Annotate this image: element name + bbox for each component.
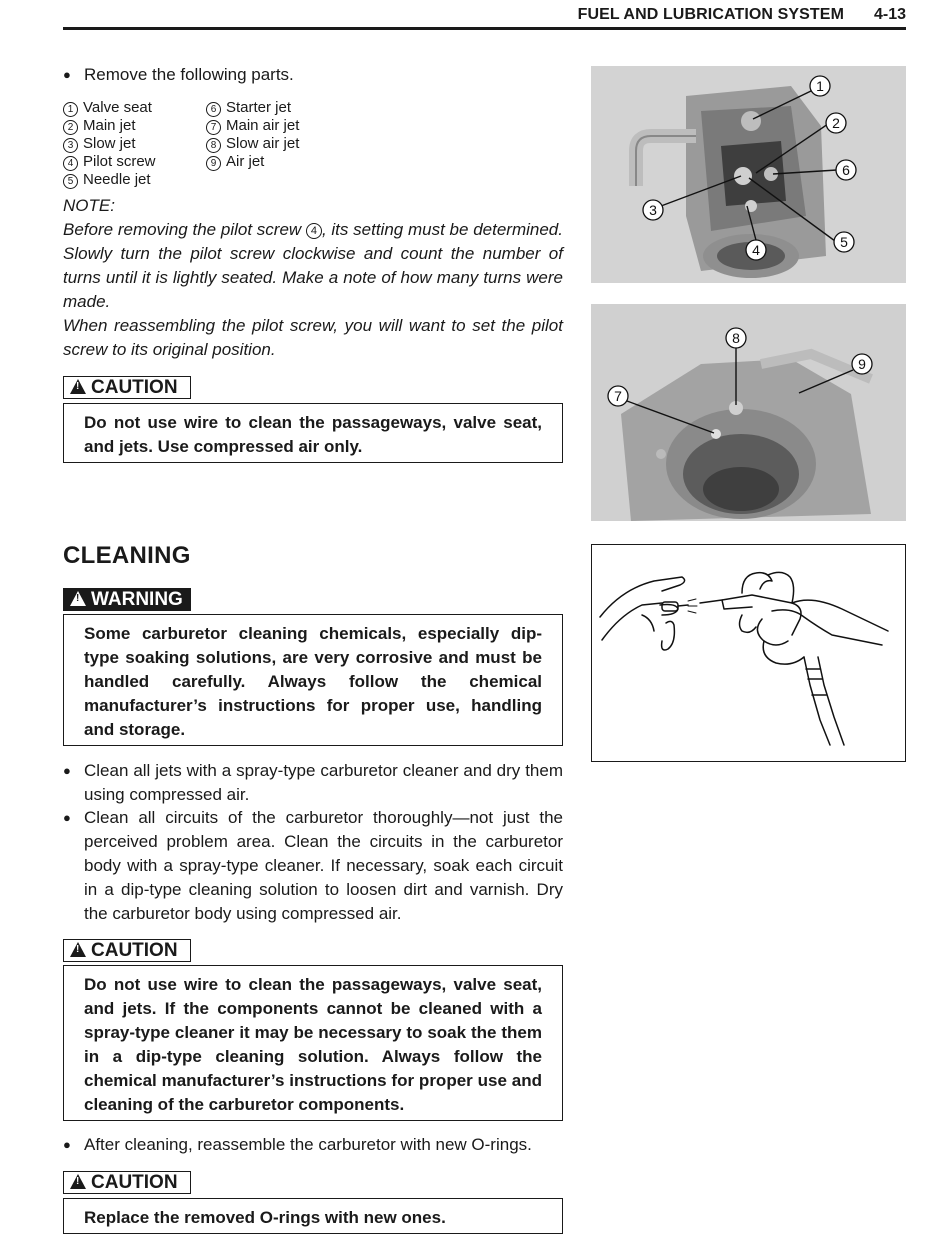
part-item: [63, 153, 205, 171]
warning-triangle-icon: [70, 379, 86, 394]
caution-label-2: [63, 939, 191, 962]
remove-parts-bullet: ● Remove the following parts.: [63, 63, 563, 87]
part-number: 4: [63, 156, 78, 171]
callout-label: 1: [816, 78, 824, 94]
note-block: [63, 194, 563, 362]
warning-triangle-icon: [70, 591, 86, 606]
photo1-callouts: [591, 66, 906, 283]
part-label: Needle jet: [83, 171, 151, 188]
caution-label-text: CAUTION: [91, 940, 178, 961]
part-label: Air jet: [226, 153, 265, 170]
part-label: Slow air jet: [226, 135, 300, 152]
photo2-callouts: [591, 304, 906, 521]
part-item: [206, 99, 386, 117]
caution-label-1: [63, 376, 191, 399]
parts-column-2: [206, 99, 386, 171]
warning-triangle-icon: [70, 1174, 86, 1189]
part-item: [63, 117, 205, 135]
warning-triangle-icon: [70, 942, 86, 957]
part-item: [206, 153, 386, 171]
warning-label: [63, 588, 191, 611]
note-p1-after: , its setting must be determined. Slowly turn the pilot screw clockwise and count the number of turns until it is lightly seated. Make a note of how many turns were made.: [63, 220, 563, 311]
part-number: 6: [206, 102, 221, 117]
part-number: 7: [206, 120, 221, 135]
spray-cleaning-drawing: [591, 544, 906, 762]
warning-box: Some carburetor cleaning chemicals, especially dip-type soaking solutions, are very corrosive and must be handled carefully. Always follow the chemical manufacturer’s instructions for proper use, handling and storage.: [63, 614, 563, 746]
caution-label-text: CAUTION: [91, 1172, 178, 1193]
part-number: 2: [63, 120, 78, 135]
warning-label-text: WARNING: [91, 589, 183, 610]
hands-spray-gun-illustration: [592, 545, 905, 761]
parts-column-1: [63, 99, 205, 189]
callout-label: 6: [842, 162, 850, 178]
section-title: FUEL AND LUBRICATION SYSTEM: [577, 6, 844, 23]
part-number: 5: [63, 174, 78, 189]
part-label: Main air jet: [226, 117, 300, 134]
page-number: 4-13: [873, 6, 906, 23]
callout-label: 8: [732, 330, 740, 346]
part-label: Main jet: [83, 117, 136, 134]
note-heading: NOTE:: [63, 196, 115, 215]
cleaning-heading: CLEANING: [63, 542, 191, 569]
callout-label: 2: [832, 115, 840, 131]
carburetor-top-photo: [591, 66, 906, 283]
part-label: Slow jet: [83, 135, 136, 152]
note-p1-before: Before removing the pilot screw: [63, 220, 306, 239]
page-header: [63, 0, 906, 30]
part-number: 1: [63, 102, 78, 117]
note-paragraph-2: When reassembling the pilot screw, you will want to set the pilot screw to its original position.: [63, 316, 563, 359]
caution-box-2: Do not use wire to clean the passageways, valve seat, and jets. If the components cannot be cleaned with a spray-type cleaner it may be necessary to soak the them in a dip-type cleaning solution. Always follow the chemical manufacturer’s instructions for proper use and cleaning of the carburetor components.: [63, 965, 563, 1121]
reassemble-bullet: ● After cleaning, reassemble the carburetor with new O-rings.: [63, 1133, 563, 1157]
part-item: [63, 99, 205, 117]
callout-label: 5: [840, 234, 848, 250]
part-label: Pilot screw: [83, 153, 156, 170]
part-item: [206, 135, 386, 153]
part-item: [63, 135, 205, 153]
callout-label: 4: [752, 242, 760, 258]
note-part-number: 4: [306, 223, 322, 239]
caution-label-3: [63, 1171, 191, 1194]
note-paragraph-1: [63, 218, 563, 314]
part-label: Valve seat: [83, 99, 152, 116]
part-item: [206, 117, 386, 135]
callout-label: 7: [614, 388, 622, 404]
part-label: Starter jet: [226, 99, 292, 116]
caution-box-1: Do not use wire to clean the passageways, valve seat, and jets. Use compressed air only.: [63, 403, 563, 463]
callout-label: 9: [858, 356, 866, 372]
caution-box-3: Replace the removed O-rings with new ones.: [63, 1198, 563, 1234]
callout-label: 3: [649, 202, 657, 218]
clean-circuits-bullet: ● Clean all circuits of the carburetor thoroughly—not just the perceived problem area. Clean the circuits in the carburetor body with a spray-type cleaner. If necessary, soak each circuit in a dip-type cleaning solution to loosen dirt and varnish. Dry the carburetor body using compressed air.: [63, 806, 563, 926]
part-item: [63, 171, 205, 189]
part-number: 8: [206, 138, 221, 153]
clean-jets-bullet: ● Clean all jets with a spray-type carburetor cleaner and dry them using compressed air.: [63, 759, 563, 807]
caution-label-text: CAUTION: [91, 377, 178, 398]
part-number: 3: [63, 138, 78, 153]
part-number: 9: [206, 156, 221, 171]
carburetor-bottom-photo: [591, 304, 906, 521]
